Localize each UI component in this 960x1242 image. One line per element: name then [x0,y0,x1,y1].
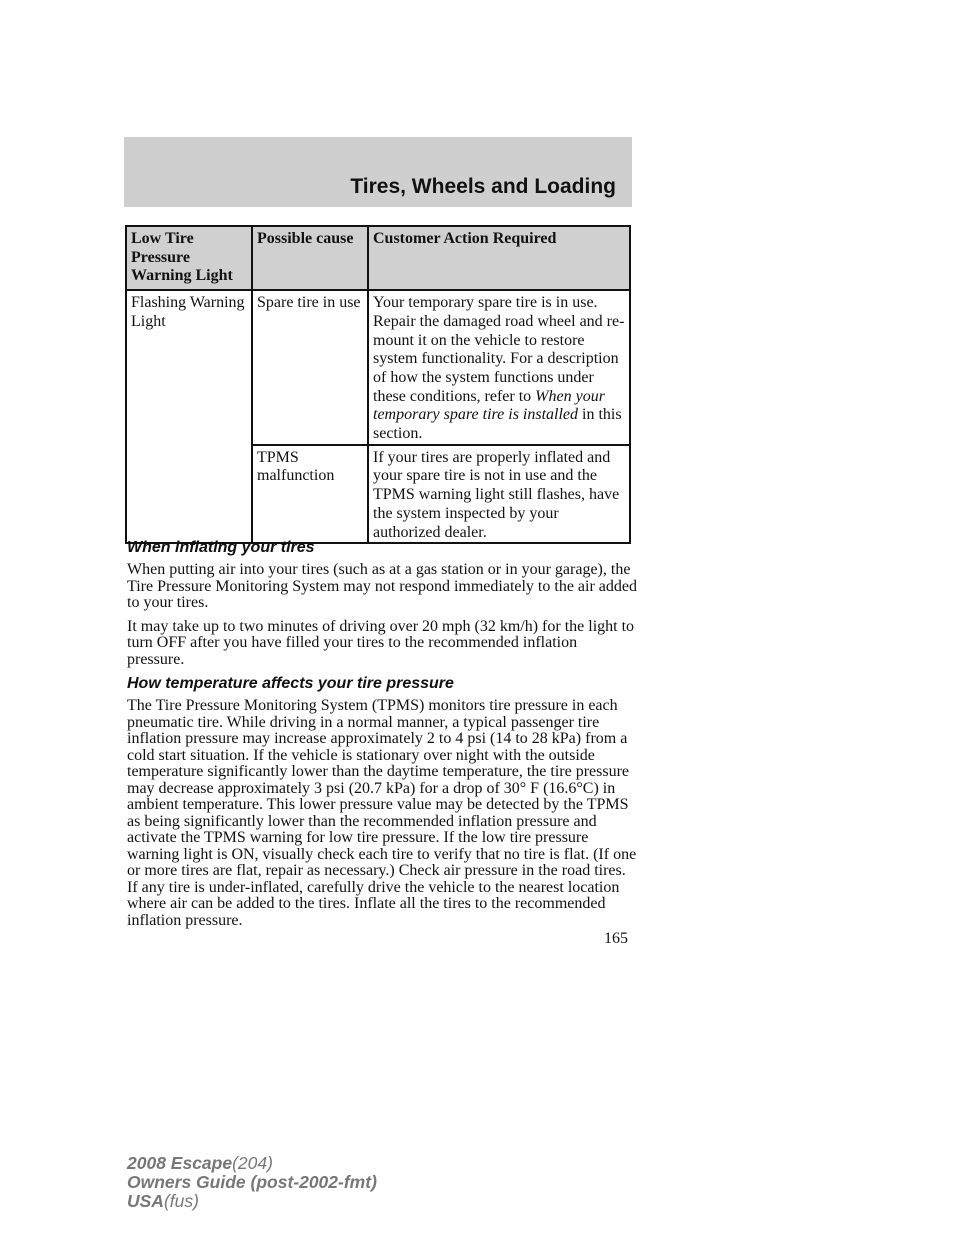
footer-guide: Owners Guide (post-2002-fmt) [127,1172,377,1192]
page-content [127,539,637,936]
header-customer-action: Customer Action Required [368,226,630,290]
action-reference: When your temporary spare tire is installed [373,387,605,424]
paragraph: When putting air into your tires (such as at a gas station or in your garage), the Tire Pressure Monitoring System may not respond immediately to the air added to your tires. [127,561,637,611]
footer-model: 2008 Escape [127,1153,233,1173]
cell-action: If your tires are properly inflated and your spare tire is not in use and the TPMS warning light still flashes, have the system inspected by your authorized dealer. [368,445,630,544]
footer-line [127,1154,377,1173]
cell-condition: Flashing Warning Light [126,290,252,543]
action-suffix: in this section. [373,406,622,443]
cell-cause: Spare tire in use [252,290,368,445]
action-text: Your temporary spare tire is in use. Repair the damaged road wheel and re-mount it on the vehicle to restore system functionality. For a description of how the system functions under these conditions, refer to [373,294,625,405]
header-possible-cause: Possible cause [252,226,368,290]
header-band [124,137,632,207]
section-heading: How temperature affects your tire pressure [127,675,454,692]
footer-market-code: (fus) [163,1191,199,1211]
footer-model-code: (204) [232,1153,273,1173]
tpms-table [125,225,631,544]
cell-cause: TPMS malfunction [252,445,368,544]
footer-line [127,1173,377,1192]
paragraph: The Tire Pressure Monitoring System (TPMS) monitors tire pressure in each pneumatic tire. While driving in a normal manner, a typical passenger tire inflation pressure may increase approximately 2 to 4 psi (14 to 28 kPa) from a cold start situation. If the vehicle is stationary over night with the outside temperature significantly lower than the daytime temperature, the tire pressure may decrease approximately 3 psi (20.7 kPa) for a drop of 30° F (16.6°C) in ambient temperature. This lower pressure value may be detected by the TPMS as being significantly lower than the recommended inflation pressure and activate the TPMS warning for low tire pressure. If the low tire pressure warning light is ON, visually check each tire to verify that no tire is flat. (If one or more tires are flat, repair as necessary.) Check air pressure in the road tires. If any tire is under-inflated, carefully drive the vehicle to the nearest location where air can be added to the tires. Inflate all the tires to the recommended inflation pressure. [127,697,637,929]
header-warning-light: Low Tire Pressure Warning Light [126,226,252,290]
section-title: Tires, Wheels and Loading [350,175,616,198]
footer [127,1154,377,1211]
footer-line [127,1192,377,1211]
cell-action [368,290,630,445]
footer-market: USA [127,1191,164,1211]
page-number: 165 [604,930,628,947]
section-heading: When inflating your tires [127,539,315,556]
paragraph: It may take up to two minutes of driving over 20 mph (32 km/h) for the light to turn OFF after you have filled your tires to the recommended inflation pressure. [127,617,635,668]
table-row [126,290,630,445]
table-header-row [126,226,630,290]
